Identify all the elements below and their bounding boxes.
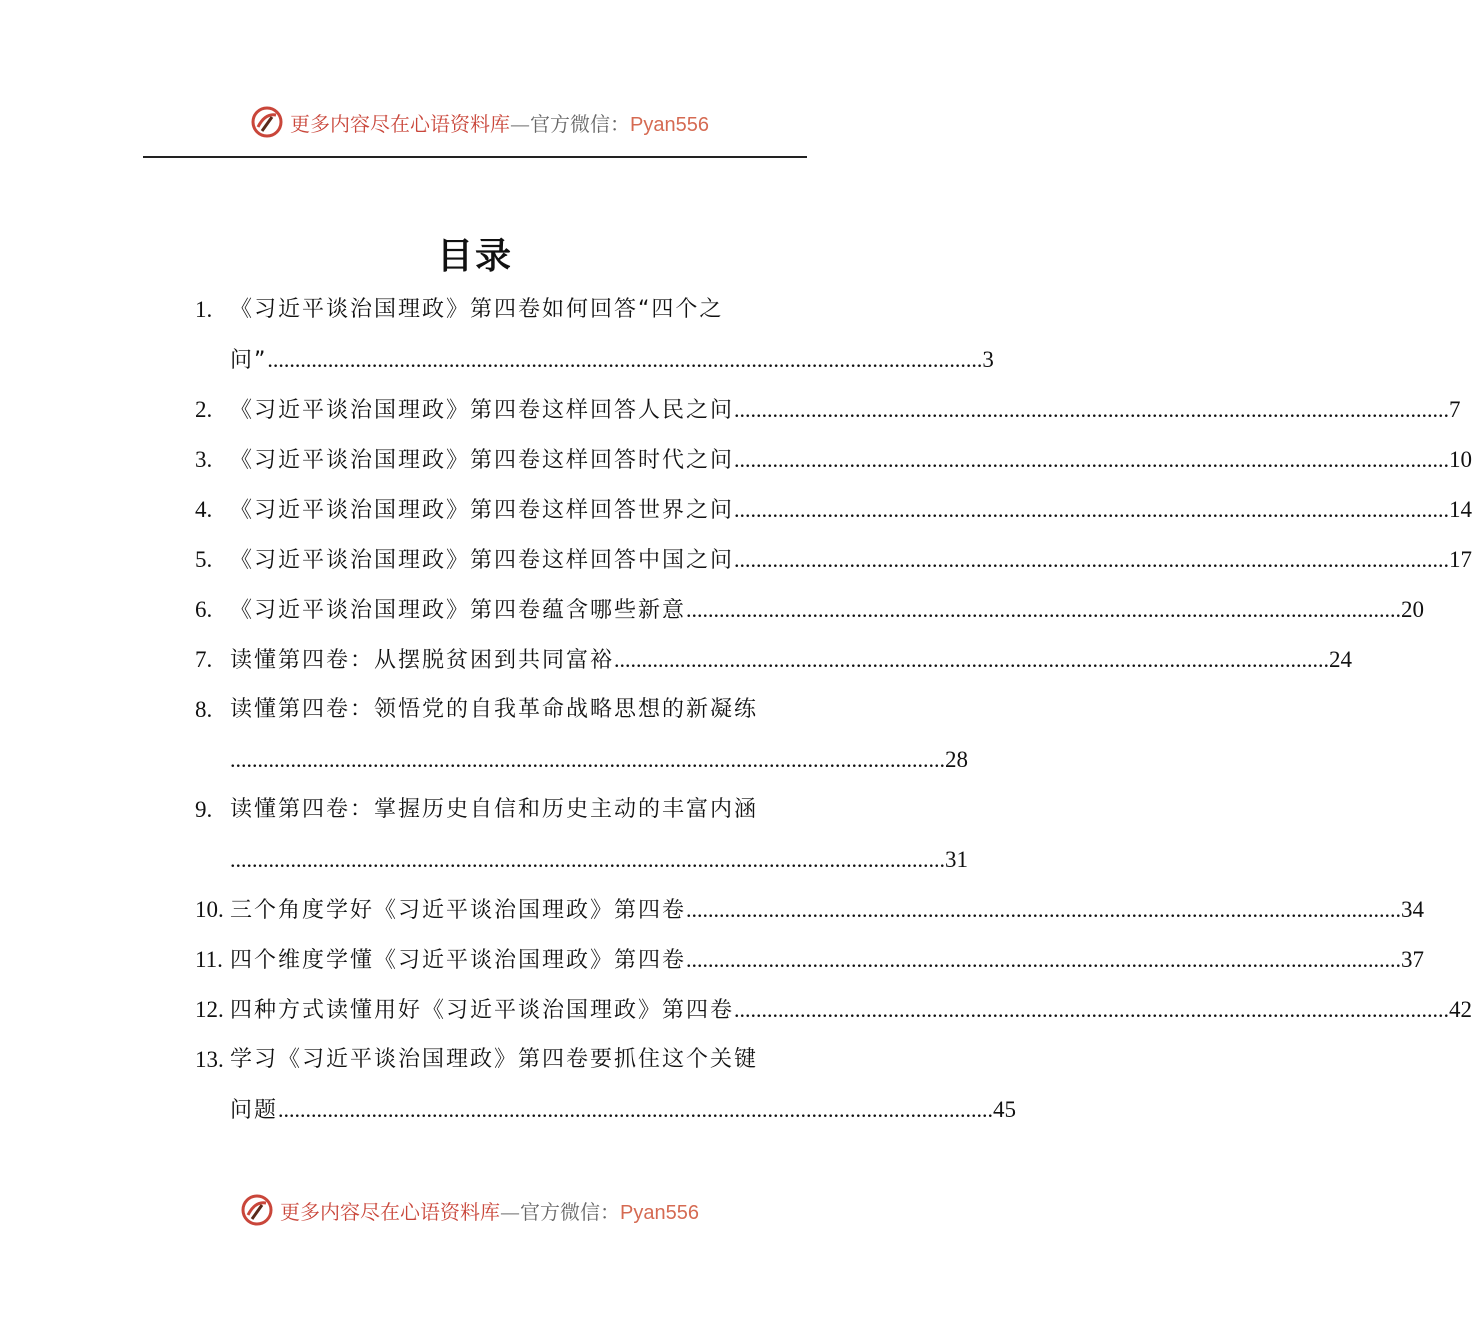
leader-dots: .................................................................................................................................. bbox=[734, 997, 1450, 1022]
toc-entry-title: 《习近平谈治国理政》第四卷蕴含哪些新意 bbox=[230, 598, 687, 623]
header-watermark-banner bbox=[250, 102, 709, 142]
toc-entry-page: 3 bbox=[982, 347, 994, 372]
brand-logo-icon bbox=[240, 1193, 274, 1227]
toc-entry-number: 10. bbox=[195, 897, 224, 922]
toc-entry[interactable] bbox=[195, 935, 1425, 985]
brand-logo-icon bbox=[250, 105, 284, 139]
banner-main-text: 更多内容尽在心语资料库 bbox=[290, 111, 510, 136]
banner-main-text: 更多内容尽在心语资料库 bbox=[280, 1199, 500, 1224]
toc-entry-title: 《习近平谈治国理政》第四卷这样回答人民之问 bbox=[230, 398, 735, 423]
toc-entry-title: 四个维度学懂《习近平谈治国理政》第四卷 bbox=[230, 948, 687, 973]
leader-dots: .................................................................................................................................. bbox=[686, 597, 1402, 622]
banner-wechat-id: Pyan556 bbox=[620, 1201, 699, 1224]
leader-dots: .................................................................................................................................. bbox=[614, 647, 1330, 672]
toc-entry-title: 读懂第四卷：领悟党的自我革命战略思想的新凝练 bbox=[230, 697, 759, 722]
toc-entry-title-cont: 问” bbox=[230, 348, 268, 373]
toc-entry-page: 20 bbox=[1401, 597, 1425, 622]
toc-title: 目录 bbox=[436, 235, 513, 277]
toc-entry-page: 31 bbox=[945, 847, 968, 872]
banner-dash: — bbox=[500, 1199, 520, 1224]
banner-dash: — bbox=[510, 111, 530, 136]
toc-entry[interactable] bbox=[195, 685, 805, 735]
toc-entry-title: 三个角度学好《习近平谈治国理政》第四卷 bbox=[230, 898, 687, 923]
toc-entry-page: 14 bbox=[1449, 497, 1472, 522]
footer-watermark-banner bbox=[240, 1190, 699, 1230]
toc-entry[interactable] bbox=[195, 535, 1472, 585]
banner-wechat-id: Pyan556 bbox=[630, 113, 709, 136]
leader-dots: .................................................................................................................................. bbox=[230, 747, 945, 772]
toc-entry-number: 11. bbox=[195, 947, 223, 972]
toc-entry-number: 3. bbox=[195, 447, 213, 472]
toc-entry[interactable] bbox=[195, 435, 1472, 485]
toc-entry[interactable] bbox=[195, 1035, 805, 1085]
banner-wechat-label: 官方微信： bbox=[530, 111, 630, 136]
toc-entry-page: 45 bbox=[993, 1097, 1017, 1122]
banner-wechat-label: 官方微信： bbox=[520, 1199, 620, 1224]
toc-entry[interactable] bbox=[195, 285, 805, 335]
toc-entry-page: 10 bbox=[1449, 447, 1472, 472]
toc-entry[interactable] bbox=[195, 635, 1353, 685]
toc-entry-number: 9. bbox=[195, 797, 213, 822]
toc-entry-number: 12. bbox=[195, 997, 224, 1022]
leader-dots: .................................................................................................................................. bbox=[734, 547, 1450, 572]
toc-entry-page: 42 bbox=[1449, 997, 1472, 1022]
toc-entry-number: 8. bbox=[195, 697, 213, 722]
toc-entry[interactable] bbox=[195, 485, 1472, 535]
leader-dots: .................................................................................................................................. bbox=[734, 397, 1450, 422]
toc-entry-page: 17 bbox=[1449, 547, 1472, 572]
table-of-contents bbox=[195, 285, 1472, 1135]
toc-entry-title: 《习近平谈治国理政》第四卷如何回答“四个之 bbox=[230, 297, 724, 322]
toc-entry-number: 1. bbox=[195, 297, 213, 322]
leader-dots: .................................................................................................................................. bbox=[686, 947, 1402, 972]
leader-dots: .................................................................................................................................. bbox=[686, 897, 1402, 922]
toc-entry-page: 24 bbox=[1329, 647, 1353, 672]
toc-entry[interactable] bbox=[195, 885, 1425, 935]
toc-entry-title: 《习近平谈治国理政》第四卷这样回答时代之问 bbox=[230, 448, 735, 473]
leader-dots: .................................................................................................................................. bbox=[230, 847, 945, 872]
toc-entry[interactable] bbox=[195, 985, 1472, 1035]
toc-entry-number: 4. bbox=[195, 497, 213, 522]
leader-dots: .................................................................................................................................. bbox=[267, 347, 983, 372]
toc-entry-number: 6. bbox=[195, 597, 213, 622]
toc-entry[interactable] bbox=[195, 585, 1425, 635]
leader-dots: .................................................................................................................................. bbox=[734, 447, 1450, 472]
toc-entry-title: 读懂第四卷：从摆脱贫困到共同富裕 bbox=[230, 648, 615, 673]
toc-entry[interactable] bbox=[195, 785, 805, 835]
toc-entry-continuation[interactable] bbox=[195, 835, 968, 885]
toc-entry-title: 学习《习近平谈治国理政》第四卷要抓住这个关键 bbox=[230, 1047, 759, 1072]
toc-entry-title: 四种方式读懂用好《习近平谈治国理政》第四卷 bbox=[230, 998, 735, 1023]
header-divider bbox=[143, 156, 807, 158]
toc-entry-continuation[interactable] bbox=[195, 735, 968, 785]
footer-banner-text bbox=[280, 1196, 699, 1225]
toc-entry-number: 7. bbox=[195, 647, 213, 672]
toc-entry-continuation[interactable] bbox=[195, 1085, 1017, 1135]
toc-entry-title-cont: 问题 bbox=[230, 1098, 279, 1123]
toc-entry-title: 《习近平谈治国理政》第四卷这样回答中国之问 bbox=[230, 548, 735, 573]
leader-dots: .................................................................................................................................. bbox=[278, 1097, 994, 1122]
header-banner-text bbox=[290, 108, 709, 137]
toc-entry-page: 34 bbox=[1401, 897, 1425, 922]
toc-entry-title: 读懂第四卷：掌握历史自信和历史主动的丰富内涵 bbox=[230, 797, 759, 822]
toc-entry-page: 28 bbox=[945, 747, 968, 772]
toc-entry-number: 13. bbox=[195, 1047, 224, 1072]
toc-entry-page: 7 bbox=[1449, 397, 1461, 422]
toc-entry-continuation[interactable] bbox=[195, 335, 994, 385]
toc-entry-number: 2. bbox=[195, 397, 213, 422]
toc-entry[interactable] bbox=[195, 385, 1461, 435]
leader-dots: .................................................................................................................................. bbox=[734, 497, 1450, 522]
toc-entry-number: 5. bbox=[195, 547, 213, 572]
toc-entry-title: 《习近平谈治国理政》第四卷这样回答世界之问 bbox=[230, 498, 735, 523]
toc-entry-page: 37 bbox=[1401, 947, 1425, 972]
